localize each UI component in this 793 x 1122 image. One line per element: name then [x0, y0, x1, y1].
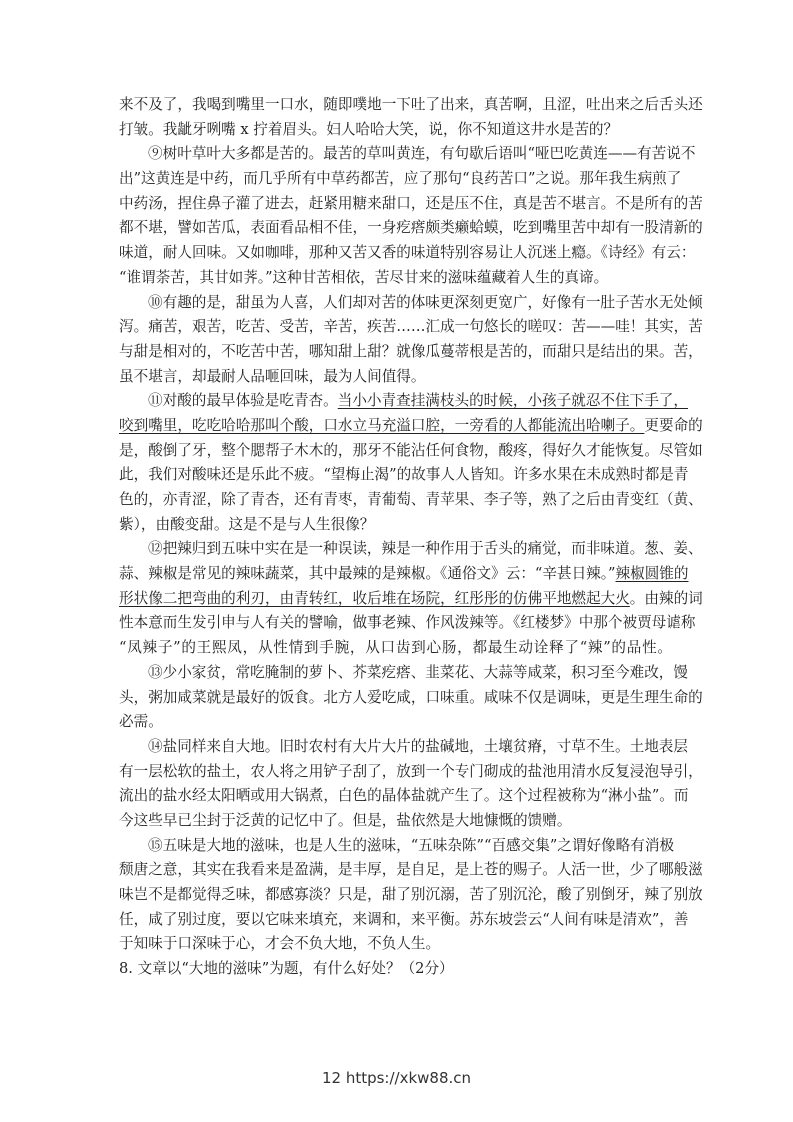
text-line [119, 463, 689, 488]
text-segment: 更要命的 [644, 416, 703, 434]
text-segment: 虽不堪言，却最耐人品咂回味，最为人间值得。 [119, 367, 426, 385]
text-segment: 于知味于口深味于心，才会不负大地，不负人生。 [119, 935, 441, 953]
text-line [119, 266, 672, 291]
text-line [119, 93, 703, 118]
text-line [119, 192, 703, 217]
text-line [119, 908, 689, 933]
text-segment: 泻。痛苦，艰苦，吃苦、受苦，辛苦，疾苦……汇成一句悠长的嗟叹：苦——哇！其实，苦 [119, 318, 703, 336]
text-line [119, 809, 672, 834]
text-segment: 8. 文章以“大地的滋味”为题，有什么好处？（2分） [119, 960, 454, 978]
text-line [119, 118, 672, 143]
text-line [119, 439, 703, 464]
text-segment: 蒜、辣椒是常见的辣味蔬菜，其中最辣的是辣椒。《通俗文》云：“辛甚日辣。” [119, 565, 616, 583]
text-segment: ⑩有趣的是，甜虽为人喜，人们却对苦的体味更深刻更宽广，好像有一肚子苦水无处倾 [148, 293, 703, 311]
text-line [119, 537, 703, 562]
text-line [119, 562, 689, 587]
underlined-text: 辣椒圆锥的 [615, 565, 689, 583]
text-line [119, 142, 696, 167]
text-segment: 头，粥加咸菜就是最好的饭食。北方人爱吃咸，口味重。咸味不仅是调味，更是生理生命的 [119, 688, 703, 706]
text-segment: ⑮五味是大地的滋味，也是人生的滋味，“五味杂陈”“百感交集”之谓好像略有消极 [148, 836, 675, 854]
text-segment: 任，咸了别过度，要以它味来填充，来调和，来平衡。苏东坡尝云“人间有味是清欢”，善 [119, 910, 689, 928]
text-segment: ⑪对酸的最早体验是吃青杏。 [148, 392, 338, 410]
text-line [119, 216, 703, 241]
text-segment: ⑨树叶草叶大多都是苦的。最苦的草叫黄连，有句歇后语叫“哑巴吃黄连——有苦说不 [148, 145, 696, 163]
text-line [119, 784, 689, 809]
text-segment: ⑭盐同样来自大地。旧时农村有大片大片的盐碱地，土壤贫瘠，寸草不生。土地表层 [148, 737, 688, 755]
text-segment: 紫），由酸变甜。这是不是与人生很像？ [119, 515, 375, 533]
text-segment: 打皱。我龇牙咧嘴 x 拧着眉头。妇人哈哈大笑，说，你不知道这井水是苦的？ [119, 120, 619, 138]
text-line [119, 858, 703, 883]
text-line [119, 883, 703, 908]
text-segment: 此，我们对酸味还是乐此不疲。“望梅止渴”的故事人人皆知。许多水果在未成熟时都是青 [119, 466, 689, 484]
text-segment: 颓唐之意，其实在我看来是盈满，是丰厚，是自足，是上苍的赐子。人活一世，少了哪般滋 [119, 861, 703, 879]
text-segment: 与甜是相对的，不吃苦中苦，哪知甜上甜？就像瓜蔓蒂根是苦的，而甜只是结出的果。苦， [119, 342, 703, 360]
text-segment: 有一层松软的盐土，农人将之用铲子刮了，放到一个专门砌成的盐池用清水反复浸泡导引， [119, 762, 703, 780]
text-line [119, 636, 672, 661]
text-line [119, 365, 672, 390]
text-line [119, 167, 682, 192]
underlined-text: 形状像二把弯曲的利刃，由青转红，收后堆在场院，红彤彤的仿佛平地燃起大火 [119, 589, 630, 607]
text-line [119, 488, 703, 513]
text-line [119, 932, 672, 957]
text-segment: 味岂不是都觉得乏味，都感寡淡？只是，甜了别沉溺，苦了别沉沦，酸了别倒牙，辣了别放 [119, 886, 703, 903]
question-line [119, 957, 672, 982]
text-segment: “凤辣子”的王熙凤，从性情到手腕，从口齿到心肠，都最生动诠释了“辣”的品性。 [119, 639, 672, 657]
footer-site-url: https://xkw88.cn [345, 1069, 472, 1087]
text-segment: 来不及了，我喝到嘴里一口水，随即噗地一下吐了出来，真苦啊，且涩，吐出来之后舌头还 [119, 96, 703, 113]
text-line [119, 661, 688, 686]
text-line [119, 686, 703, 711]
underlined-text: 当小小青查挂满枝头的时候，小孩子就忍不住下手了， [337, 392, 688, 410]
text-segment: 都不堪，譬如苦瓜，表面看品相不佳，一身疙瘩颇类癞蛤蟆，吃到嘴里苦中却有一股清新的 [119, 219, 703, 237]
text-segment: 今这些早已尘封于泛黄的记忆中了。但是，盐依然是大地慷慨的馈赠。 [119, 811, 572, 829]
text-segment: 性本意而生发引申与人有关的譬喻，做事老辣、作风泼辣等。《红楼梦》中那个被贾母谑称 [119, 614, 696, 632]
text-segment: “谁谓荼苦，其甘如荠。”这种甘苦相依，苦尽甘来的滋味蕴藏着人生的真谛。 [119, 268, 609, 286]
text-segment: ⑫把辣归到五味中实在是一种误读，辣是一种作用于舌头的痛觉，而非味道。葱、姜、 [148, 540, 703, 558]
text-line [119, 513, 672, 538]
page-footer [0, 1069, 793, 1087]
text-segment: 是，酸倒了牙，整个腮帮子木木的，那牙不能沾任何食物，酸疼，得好久才能恢复。尽管如 [119, 441, 703, 459]
page-number: 12 [321, 1069, 342, 1087]
text-segment: 中药汤，捏住鼻子灌了进去，赶紧用糖来甜口，还是压不住，真是苦不堪言。不是所有的苦 [119, 194, 703, 212]
text-line [119, 834, 675, 859]
underlined-text: 咬到嘴里，吃吃哈哈那叫个酸，口水立马充溢口腔，一旁看的人都能流出哈喇子。 [119, 416, 645, 434]
text-line [119, 241, 696, 266]
text-segment: 色的，亦青涩，除了青杏，还有青枣，青葡萄、青苹果、李子等，熟了之后由青变红（黄、 [119, 491, 703, 508]
article-body [119, 93, 703, 982]
text-segment: 必需。 [119, 713, 163, 731]
text-line [119, 315, 703, 340]
text-segment: 。由辣的词 [629, 589, 703, 607]
text-segment: 出”这黄连是中药，而几乎所有中草药都苦，应了那句“良药苦口”之说。那年我生病煎了 [119, 170, 682, 188]
text-line [119, 389, 688, 414]
text-line [119, 291, 703, 316]
text-line [119, 735, 688, 760]
text-segment: 味道，耐人回味。又如咖啡，那种又苦又香的味道特别容易让人沉迷上瘾。《诗经》有云： [119, 244, 696, 262]
text-line [119, 414, 703, 439]
text-segment: ⑬少小家贫，常吃腌制的萝卜、芥菜疙瘩、韭菜花、大蒜等咸菜，积习至今难改，馒 [148, 663, 688, 681]
text-line [119, 710, 672, 735]
text-segment: 流出的盐水经太阳晒或用大锅煮，白色的晶体盐就产生了。这个过程被称为“淋小盐”。而 [119, 787, 689, 805]
text-line [119, 340, 703, 365]
text-line [119, 611, 696, 636]
text-line [119, 760, 703, 785]
text-line [119, 587, 703, 612]
